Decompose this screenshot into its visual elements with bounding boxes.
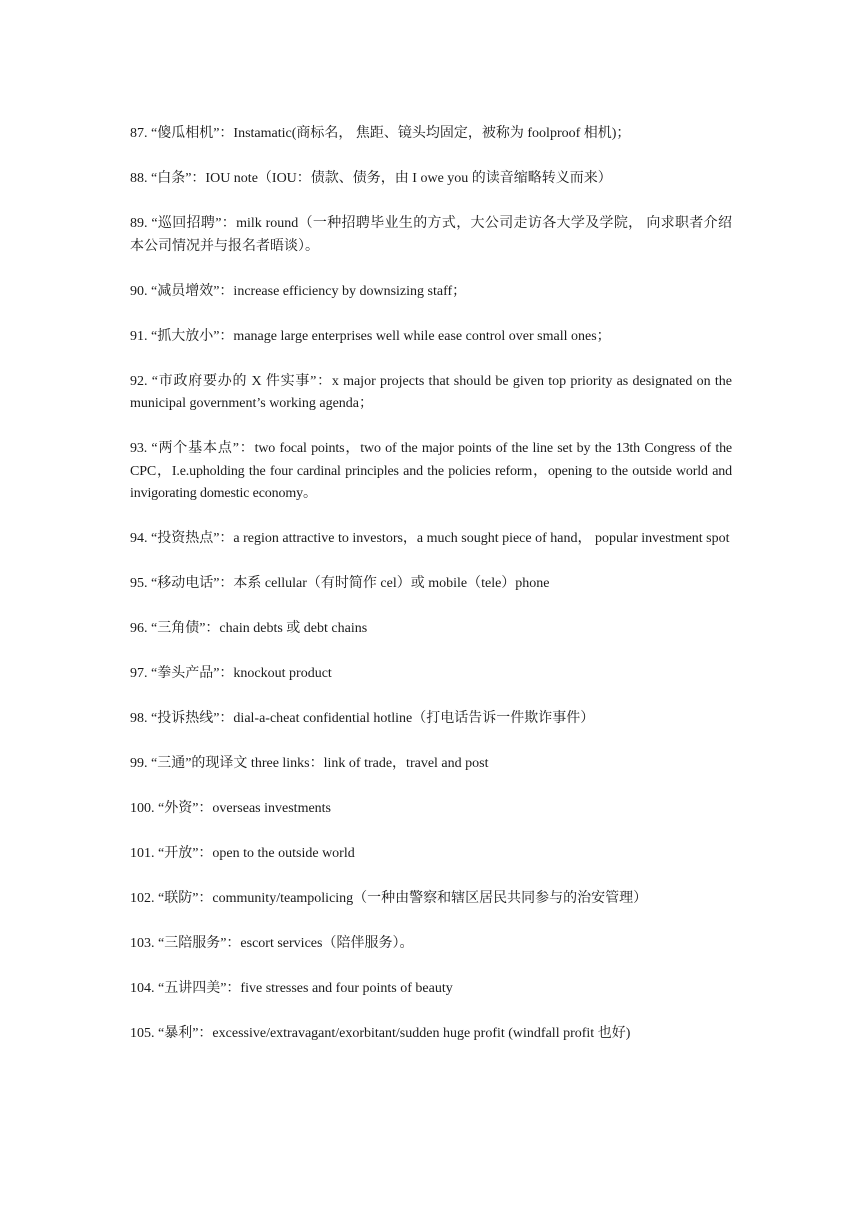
glossary-entry-95: 95. “移动电话”：本系 cellular（有时简作 cel）或 mobile（tele）phone	[130, 576, 550, 591]
glossary-entry-91: 91. “抓大放小”：manage large enterprises well while ease control over small ones；	[130, 328, 611, 344]
glossary-entry-89: 89. “巡回招聘”：milk round（一种招聘毕业生的方式，大公司走访各大学及学院， 向求职者介绍本公司情况并与报名者晤谈）。	[130, 216, 732, 254]
glossary-entry-100: 100. “外资”：overseas investments	[130, 801, 332, 816]
glossary-entry-97: 97. “拳头产品”：knockout product	[130, 666, 332, 681]
glossary-entry-103: 103. “三陪服务”：escort services（陪伴服务）。	[130, 936, 414, 951]
glossary-entry-96: 96. “三角债”：chain debts 或 debt chains	[130, 621, 368, 636]
glossary-entry-88: 88. “白条”：IOU note（IOU：债款、债务，由 I owe you 的读音缩略转义而来）	[130, 171, 612, 186]
glossary-entry-105: 105. “暴利”：excessive/extravagant/exorbitant/sudden huge profit (windfall profit 也好)	[130, 1026, 631, 1041]
glossary-entry-104: 104. “五讲四美”：five stresses and four points of beauty	[130, 981, 453, 996]
glossary-entry-99: 99. “三通”的现译文 three links：link of trade，travel and post	[130, 756, 489, 771]
glossary-entry-90: 90. “减员增效”：increase efficiency by downsizing staff；	[130, 283, 467, 299]
glossary-entry-92: 92. “市政府要办的 X 件实事”：x major projects that should be given top priority as designated on the municipal government’s working agenda；	[130, 373, 732, 411]
glossary-entry-101: 101. “开放”：open to the outside world	[130, 846, 355, 861]
glossary-list	[130, 123, 732, 1068]
glossary-entry-102: 102. “联防”：community/teampolicing（一种由警察和辖区居民共同参与的治安管理）	[130, 891, 648, 906]
glossary-entry-98: 98. “投诉热线”：dial-a-cheat confidential hotline（打电话告诉一件欺诈事件）	[130, 711, 595, 726]
glossary-entry-94: 94. “投资热点”：a region attractive to investors，a much sought piece of hand， popular investment spot	[130, 531, 730, 546]
glossary-entry-87: 87. “傻瓜相机”：Instamatic(商标名， 焦距、镜头均固定，被称为 foolproof 相机)；	[130, 126, 631, 141]
glossary-entry-93: 93. “两个基本点”：two focal points，two of the major points of the line set by the 13th Congress of the CPC，I.e.upholding the four cardinal principles and the policies reform，opening to the outside world and invigorating domestic economy。	[130, 441, 732, 501]
